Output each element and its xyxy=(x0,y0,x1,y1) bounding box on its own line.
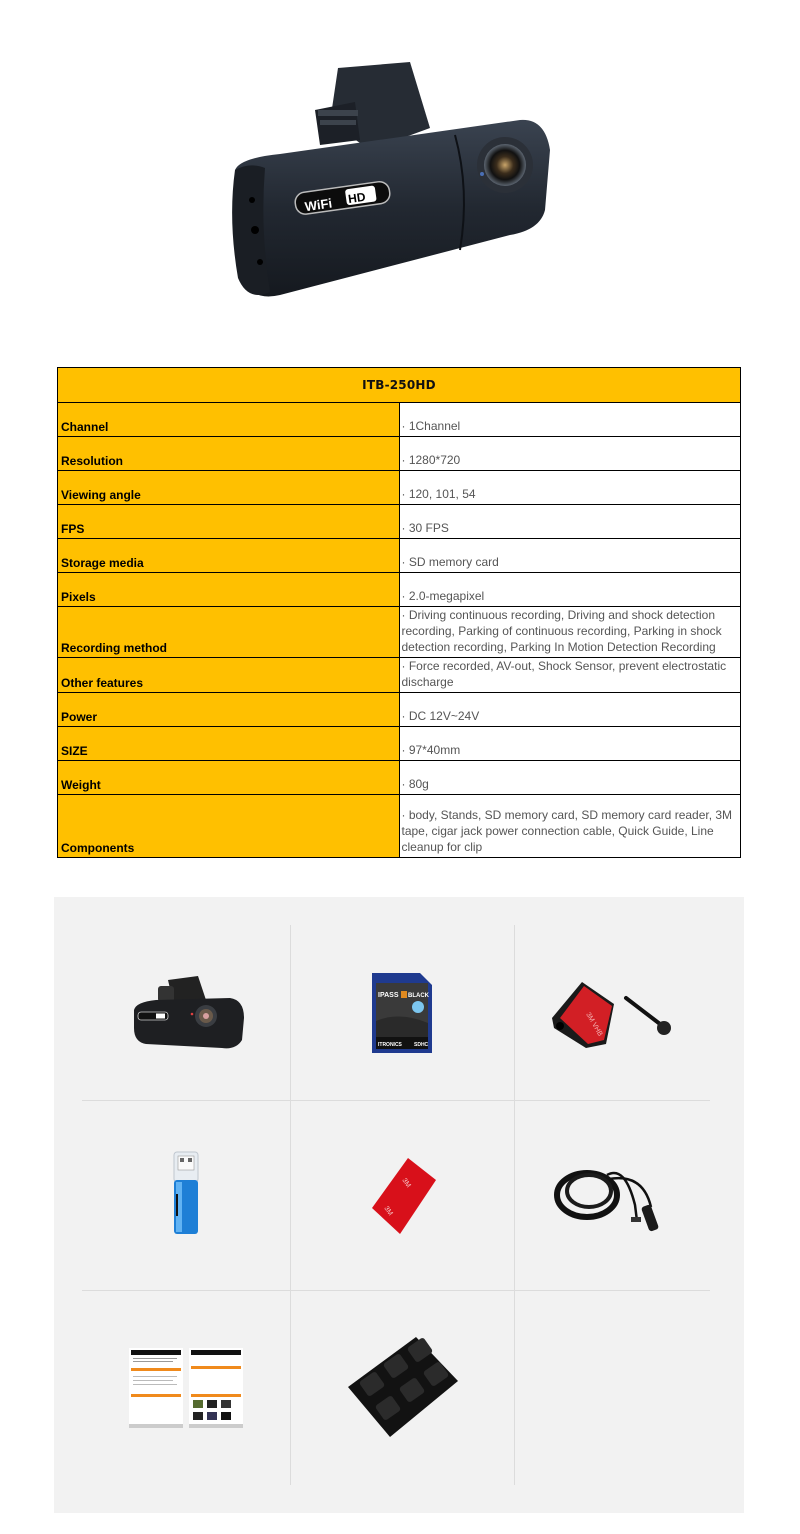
spec-row-components xyxy=(58,795,741,858)
svg-text:IPASS: IPASS xyxy=(378,991,399,999)
spec-value: · 1Channel xyxy=(399,403,741,437)
spec-value: · 80g xyxy=(399,761,741,795)
spec-row-power xyxy=(58,693,741,727)
component-body xyxy=(82,925,290,1100)
component-quick-guide xyxy=(82,1290,290,1485)
svg-text:BLACK: BLACK xyxy=(408,992,429,999)
mount-stand-icon xyxy=(542,968,682,1058)
component-power-cable xyxy=(514,1100,710,1290)
spec-value: · 120, 101, 54 xyxy=(399,471,741,505)
spec-value: · 2.0-megapixel xyxy=(399,573,741,607)
component-3m-tape xyxy=(290,1100,514,1290)
spec-row-recording-method xyxy=(58,607,741,658)
spec-label: Resolution xyxy=(58,437,400,471)
component-cable-clips xyxy=(290,1290,514,1485)
svg-text:ITRONICS: ITRONICS xyxy=(378,1041,402,1048)
components-panel xyxy=(54,897,744,1513)
spec-row-pixels xyxy=(58,573,741,607)
spec-value: · Force recorded, AV-out, Shock Sensor, prevent electrostatic discharge xyxy=(399,658,741,693)
spec-label: Viewing angle xyxy=(58,471,400,505)
spec-row-weight xyxy=(58,761,741,795)
spec-label: Recording method xyxy=(58,607,400,658)
svg-text:WiFi: WiFi xyxy=(303,195,333,215)
component-card-reader xyxy=(82,1100,290,1290)
hero-product-image xyxy=(220,40,580,310)
svg-text:HD: HD xyxy=(347,189,367,207)
spec-row-storage-media xyxy=(58,539,741,573)
spec-row-viewing-angle xyxy=(58,471,741,505)
card-reader-icon xyxy=(166,1150,206,1240)
spec-label: Pixels xyxy=(58,573,400,607)
dashcam-icon xyxy=(126,968,246,1058)
spec-value: · body, Stands, SD memory card, SD memory card reader, 3M tape, cigar jack power connection cable, Quick Guide, Line cleanup for clip xyxy=(399,795,741,858)
spec-label: Weight xyxy=(58,761,400,795)
spec-label: Power xyxy=(58,693,400,727)
adhesive-tape-icon xyxy=(362,1150,442,1240)
spec-value: · DC 12V~24V xyxy=(399,693,741,727)
spec-row-size xyxy=(58,727,741,761)
spec-value: · 1280*720 xyxy=(399,437,741,471)
spec-table xyxy=(57,367,741,858)
spec-label: FPS xyxy=(58,505,400,539)
spec-row-resolution xyxy=(58,437,741,471)
component-stands xyxy=(514,925,710,1100)
cable-clip-icon xyxy=(342,1333,462,1443)
quick-guide-icon xyxy=(129,1348,243,1428)
spec-value: · 30 FPS xyxy=(399,505,741,539)
spec-row-other-features xyxy=(58,658,741,693)
spec-label: Channel xyxy=(58,403,400,437)
spec-label: Storage media xyxy=(58,539,400,573)
spec-row-fps xyxy=(58,505,741,539)
sd-card-icon xyxy=(370,971,434,1055)
spec-label: Components xyxy=(58,795,400,858)
spec-label: SIZE xyxy=(58,727,400,761)
spec-value: · 97*40mm xyxy=(399,727,741,761)
spec-value: · SD memory card xyxy=(399,539,741,573)
svg-text:3M VHB: 3M VHB xyxy=(584,1011,604,1038)
svg-text:SDHC: SDHC xyxy=(414,1041,429,1048)
spec-row-channel xyxy=(58,403,741,437)
svg-text:3M: 3M xyxy=(400,1177,412,1190)
component-sd-card xyxy=(290,925,514,1100)
spec-value: · Driving continuous recording, Driving and shock detection recording, Parking of continuous recording, Parking in shock detection recording, Parking In Motion Detection Recording xyxy=(399,607,741,658)
spec-label: Other features xyxy=(58,658,400,693)
dashcam-icon xyxy=(220,40,580,310)
spec-table-title: ITB-250HD xyxy=(58,368,741,403)
power-cable-icon xyxy=(547,1145,677,1245)
svg-text:3M: 3M xyxy=(382,1205,394,1218)
component-empty-cell xyxy=(514,1290,710,1485)
